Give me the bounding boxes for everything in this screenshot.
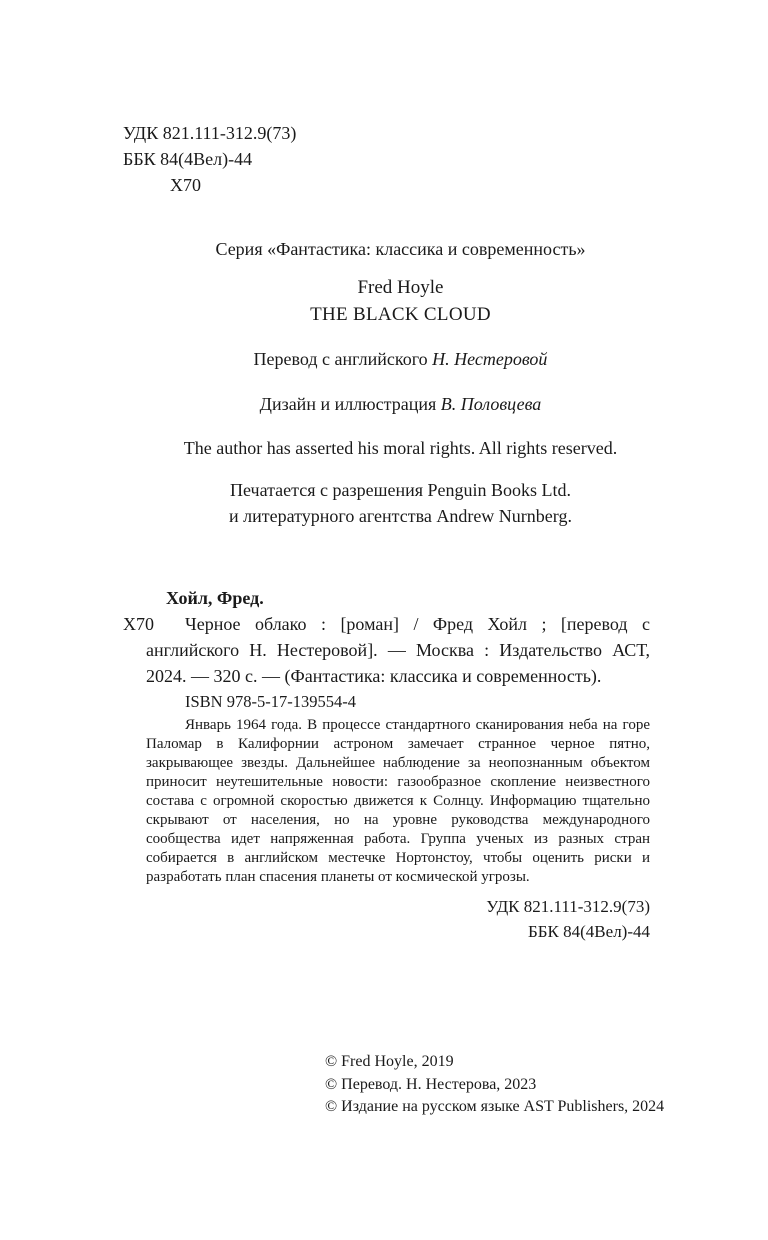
original-title: THE BLACK CLOUD: [310, 304, 491, 325]
catalog-card: [123, 585, 650, 944]
translator-name: Н. Нестеровой: [432, 349, 548, 369]
catalog-entry: [123, 611, 650, 689]
catalog-heading: Хойл, Фред.: [166, 588, 264, 608]
moral-rights-notice: The author has asserted his moral rights. All rights reserved.: [183, 438, 618, 458]
udk-code-top: УДК 821.111-312.9(73): [123, 123, 297, 143]
original-author: Fred Hoyle: [357, 277, 444, 298]
copyright-line-author: © Fred Hoyle, 2019: [325, 1053, 454, 1070]
translation-credit: [137, 346, 664, 372]
design-credit-prefix: Дизайн и иллюстрация: [259, 394, 441, 414]
bibliographic-codes-bottom: [123, 894, 650, 944]
author-sign-top: Х70: [170, 175, 201, 195]
catalog-description: Черное облако : [роман] / Фред Хойл ; [перевод с английского Н. Нестеровой]. — Москва : Издательство АСТ, 2024. — 320 с. — (Фантастика: классика и современность).: [146, 614, 650, 686]
bbk-code-top: ББК 84(4Вел)-44: [123, 149, 253, 169]
copyright-line-translation: © Перевод. Н. Нестерова, 2023: [325, 1075, 537, 1093]
isbn-line: ISBN 978-5-17-139554-4: [185, 692, 356, 711]
permission-line-2: и литературного агентства Andrew Nurnberg.: [229, 506, 572, 526]
design-credit: [137, 391, 664, 417]
bbk-code-bottom: ББК 84(4Вел)-44: [528, 922, 650, 941]
catalog-author-sign: Х70: [123, 614, 154, 634]
permission-line-1: Печатается с разрешения Penguin Books Ltd.: [229, 480, 571, 500]
copyright-line-edition: © Издание на русском языке AST Publishers, 2024: [325, 1098, 665, 1115]
designer-name: В. Половцева: [440, 394, 542, 414]
translation-credit-prefix: Перевод с английского: [253, 349, 433, 369]
permission-notice: [137, 477, 664, 529]
annotation-paragraph: Январь 1964 года. В процессе стандартного сканирования неба на горе Паломар в Калифорнии астроном замечает странное черное пятно, закрывающее звезды. Дальнейшее наблюдение за неопознанным объектом приносит неутешительные новости: газообразное скопление неизвестного состава с огромной скоростью движется к Солнцу. Информацию тщательно скрывают от населения, но на уровне руководства международного сообщества идет напряженная работа. Группа ученых из разных стран собирается в английском местечке Нортонстоу, чтобы оценить риски и разработать план спасения планеты от космической угрозы.: [146, 717, 650, 885]
udk-code-bottom: УДК 821.111-312.9(73): [486, 897, 650, 916]
bibliographic-codes-top: [123, 120, 650, 198]
series-line: Серия «Фантастика: классика и современность»: [215, 239, 586, 259]
copyright-block: [325, 1051, 664, 1119]
